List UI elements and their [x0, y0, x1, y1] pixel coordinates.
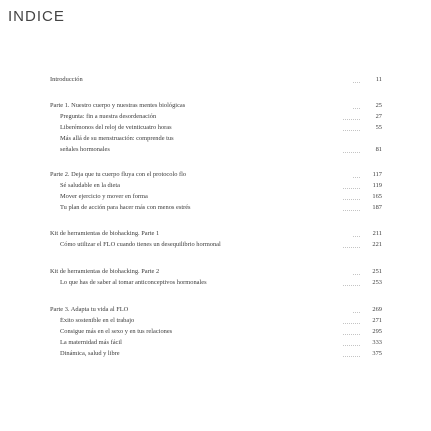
toc-entry-title: Parte 3. Adapta tu vida al FLO — [50, 306, 352, 314]
toc-entry-title: Consigue más en el sexo y en tus relaciones — [60, 328, 342, 336]
toc-entry-page: 375 — [360, 350, 382, 358]
toc-entry[interactable] — [0, 328, 431, 338]
toc-entry-title: Liberémonos del reloj de veinticuatro horas — [60, 124, 342, 132]
toc-entry[interactable] — [0, 171, 431, 181]
toc-entry-title: Introducción — [50, 76, 352, 84]
toc-entry[interactable] — [0, 193, 431, 203]
toc-entry-title: señales hormonales — [60, 146, 342, 154]
toc-entry-page: 295 — [360, 328, 382, 336]
toc-entry-title: Cómo utilizar el FLO cuando tienes un desequilibrio hormonal — [60, 241, 342, 249]
toc-entry[interactable] — [0, 350, 431, 360]
toc-entry-page: 271 — [360, 317, 382, 325]
toc-entry[interactable] — [0, 204, 431, 214]
toc-entry-title: Lo que has de saber al tomar anticonceptivos hormonales — [60, 279, 342, 287]
toc-entry-title: Tu plan de acción para hacer más con menos estrés — [60, 204, 342, 212]
toc-entry[interactable] — [0, 113, 431, 123]
toc-entry-page: 253 — [360, 279, 382, 287]
toc-entry-page: 269 — [360, 306, 382, 314]
toc-entry[interactable] — [0, 102, 431, 112]
toc-heading: INDICE — [8, 8, 65, 25]
toc-entry-title: Parte 2. Deja que tu cuerpo fluya con el protocolo flo — [50, 171, 352, 179]
toc-entry-title: Más allá de su menstruación: comprende tus — [60, 135, 342, 143]
toc-entry[interactable] — [0, 317, 431, 327]
toc-entry-page: 165 — [360, 193, 382, 201]
toc-entry-page: 55 — [360, 124, 382, 132]
toc-entry-page: 11 — [360, 76, 382, 84]
toc-entry[interactable] — [0, 76, 431, 86]
toc-entry-page: 221 — [360, 241, 382, 249]
toc-entry-page: 27 — [360, 113, 382, 121]
toc-entry-page: 211 — [360, 230, 382, 238]
toc-entry[interactable] — [0, 230, 431, 240]
toc-entry-title: Sé saludable en la dieta — [60, 182, 342, 190]
toc-entry[interactable] — [0, 268, 431, 278]
toc-entry[interactable] — [0, 241, 431, 251]
toc-entry-page: 119 — [360, 182, 382, 190]
toc-entry-title: Kit de herramientas de biohacking. Parte 2 — [50, 268, 352, 276]
toc-entry-page: 251 — [360, 268, 382, 276]
toc-entry-title: Parte 1. Nuestro cuerpo y nuestras mentes biológicas — [50, 102, 352, 110]
toc-entry-page: 81 — [360, 146, 382, 154]
toc-entry-title: Pregunta: fin a nuestra desordenación — [60, 113, 342, 121]
toc-entry[interactable] — [0, 135, 431, 145]
toc-entry[interactable] — [0, 339, 431, 349]
toc-entry[interactable] — [0, 146, 431, 156]
toc-entry-page: 333 — [360, 339, 382, 347]
toc-entry[interactable] — [0, 279, 431, 289]
toc-entry-page: 117 — [360, 171, 382, 179]
toc-entry-page: 187 — [360, 204, 382, 212]
toc-entry-title: Kit de herramientas de biohacking. Parte 1 — [50, 230, 352, 238]
toc-entry[interactable] — [0, 124, 431, 134]
toc-entry-title: Éxito sostenible en el trabajo — [60, 317, 342, 325]
toc-entry[interactable] — [0, 182, 431, 192]
toc-entry-title: Mover ejercicio y mover en forma — [60, 193, 342, 201]
toc-entry-page: 25 — [360, 102, 382, 110]
toc-entry[interactable] — [0, 306, 431, 316]
toc-entry-title: La maternidad más fácil — [60, 339, 342, 347]
toc-entry-title: Dinámica, salud y libre — [60, 350, 342, 358]
